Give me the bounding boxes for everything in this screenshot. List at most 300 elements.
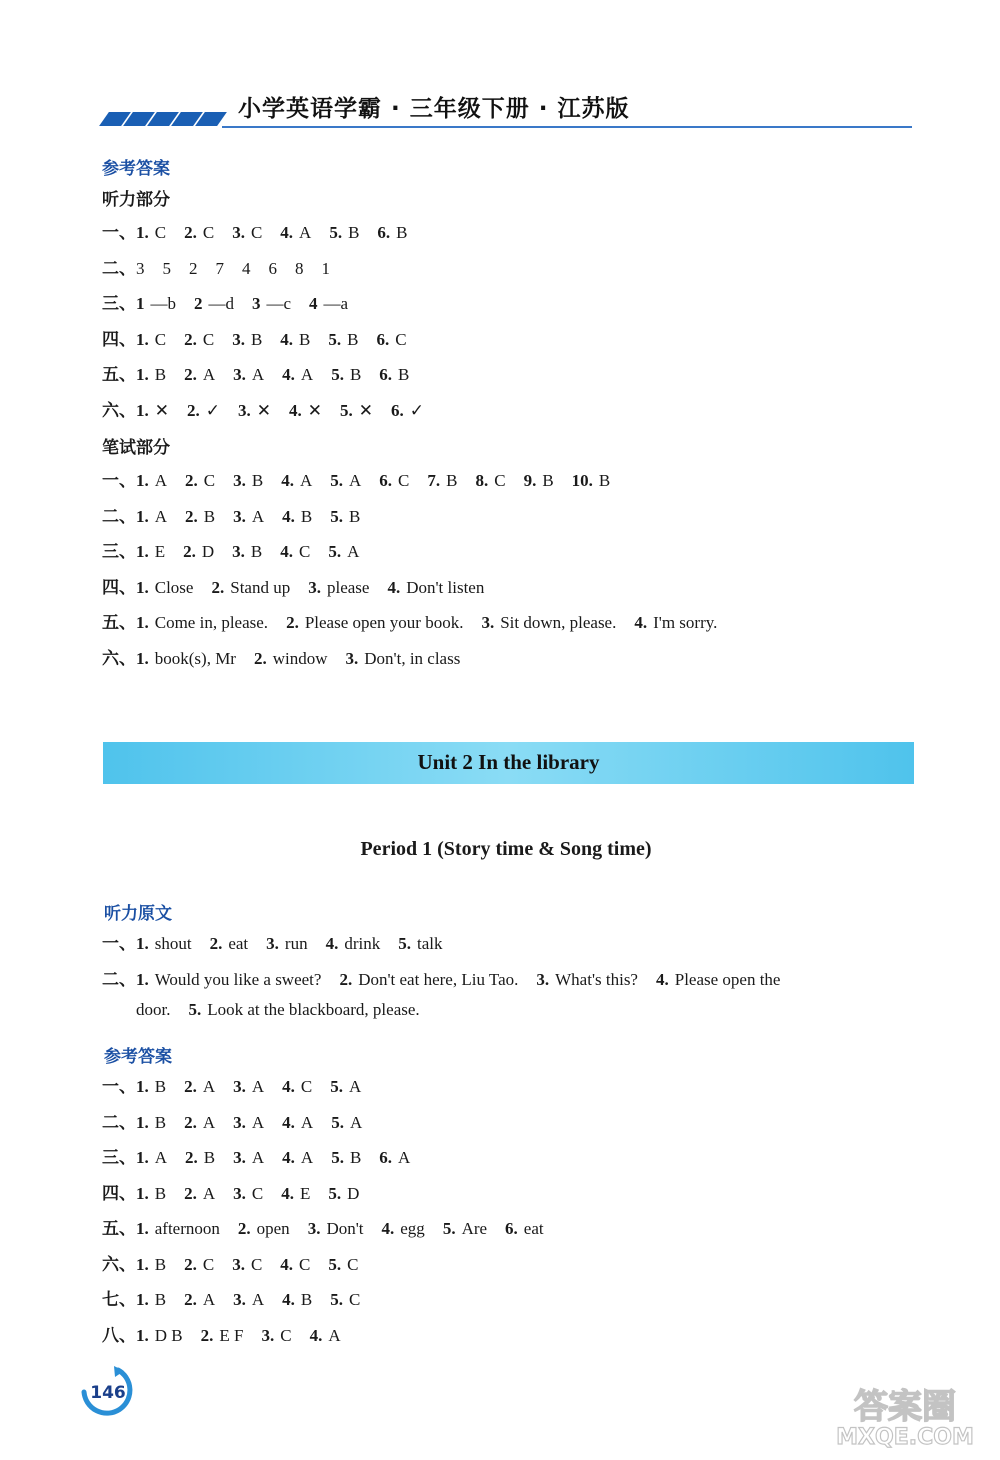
item-answer: 4: [242, 258, 251, 278]
item-answer: B: [349, 365, 362, 384]
question-prefix: 一、: [102, 1077, 136, 1097]
item-answer: A: [202, 1077, 216, 1096]
item-answer: book(s), Mr: [154, 648, 236, 668]
item-number: 4.: [282, 1112, 295, 1132]
item-number: 5.: [330, 1077, 343, 1096]
answer-item: [232, 542, 262, 562]
watermark: [820, 1382, 990, 1452]
answer-item: [310, 1326, 341, 1346]
item-number: 6.: [379, 365, 393, 384]
item-answer: open: [256, 1219, 290, 1238]
answer-item: [387, 578, 484, 598]
item-number: 3.: [233, 1290, 246, 1309]
item-number: 4: [309, 294, 318, 313]
item-number: 2: [194, 294, 203, 313]
item-answer: C: [299, 542, 311, 561]
item-answer: B: [154, 1077, 167, 1096]
item-answer: ✓: [205, 400, 220, 420]
answer-item: [331, 365, 361, 385]
item-answer: D: [347, 1183, 360, 1203]
answer-item: [328, 330, 358, 350]
item-number: 4.: [634, 613, 648, 632]
item-answer: ✕: [307, 400, 322, 420]
answer-item: [281, 471, 312, 491]
answer-item: [475, 471, 505, 491]
answer-item: [136, 649, 236, 669]
answer-item: [136, 1077, 166, 1097]
item-number: 3.: [232, 223, 245, 242]
item-number: 4.: [309, 1325, 323, 1345]
item-number: 2.: [185, 471, 198, 490]
answers-label-1: 参考答案: [102, 159, 170, 179]
item-number: 4.: [282, 1077, 295, 1096]
item-number: 5.: [328, 542, 342, 561]
answer-line: [102, 1285, 378, 1310]
item-number: 2.: [184, 1112, 197, 1132]
answer-item: [391, 401, 424, 421]
listening-label: 听力部分: [102, 190, 170, 210]
answer-item: [233, 365, 264, 385]
item-number: 1.: [136, 648, 149, 668]
item-answer: 7: [215, 258, 224, 278]
answer-line: [102, 537, 377, 562]
item-number: 5.: [329, 223, 343, 242]
item-answer: talk: [416, 934, 443, 953]
answer-item: [233, 1148, 264, 1168]
answer-item: [233, 1113, 264, 1133]
item-number: 2.: [211, 577, 225, 597]
item-answer: A: [202, 1183, 216, 1203]
item-number: 2.: [184, 365, 197, 384]
item-number: 5.: [331, 1148, 344, 1167]
answer-item: [254, 649, 328, 669]
item-answer: E F: [219, 1325, 244, 1345]
item-answer: drink: [344, 934, 381, 953]
item-answer: A: [251, 365, 265, 384]
item-answer: C: [250, 1254, 263, 1274]
answer-item: [322, 259, 331, 279]
answer-item: [242, 259, 251, 279]
item-number: 5.: [442, 1219, 456, 1238]
answer-item: [233, 471, 263, 491]
answer-item: [443, 1219, 487, 1239]
answer-item: [280, 223, 311, 243]
answer-item: [326, 934, 381, 954]
item-number: 4.: [280, 1254, 294, 1274]
answer-item: [185, 1148, 215, 1168]
answer-item: [269, 259, 278, 279]
answer-item: [136, 542, 165, 562]
answer-item: [233, 1290, 264, 1310]
item-answer: Don't listen: [406, 577, 485, 597]
item-answer: C: [280, 1325, 292, 1345]
question-prefix: 六、: [102, 400, 136, 421]
item-number: 2.: [184, 1290, 197, 1309]
answer-item: [185, 471, 215, 491]
answer-item: [330, 507, 360, 527]
item-number: 10.: [571, 471, 593, 490]
item-number: 4.: [280, 223, 294, 242]
item-number: 2.: [184, 1254, 197, 1274]
item-answer: Don't eat here, Liu Tao.: [358, 969, 519, 989]
item-number: 4.: [282, 1148, 295, 1167]
item-number: 5.: [331, 1112, 344, 1132]
unit-banner: [103, 742, 914, 784]
answer-item: [232, 223, 262, 243]
item-number: 3.: [232, 1254, 245, 1274]
item-answer: B: [250, 542, 263, 561]
question-prefix: 六、: [102, 648, 136, 669]
item-number: 3.: [536, 969, 550, 989]
answer-item: [136, 934, 192, 954]
answer-item: [398, 934, 442, 954]
answer-line: [102, 1179, 377, 1204]
item-number: 4.: [280, 329, 294, 349]
item-answer: B: [299, 329, 311, 349]
answer-item: [252, 294, 291, 314]
answer-item: [184, 1255, 214, 1275]
item-answer: B: [250, 329, 263, 349]
answer-line: [102, 1214, 562, 1239]
item-answer: 5: [162, 258, 171, 278]
answer-item: [136, 507, 167, 527]
item-answer: C: [202, 1254, 215, 1274]
question-prefix: 四、: [102, 1183, 136, 1204]
answer-item: [136, 401, 169, 421]
answer-item: [524, 471, 554, 491]
answer-item: [379, 1148, 410, 1168]
item-answer: C: [398, 471, 410, 490]
item-answer: A: [299, 471, 313, 490]
item-number: 1.: [136, 613, 149, 632]
item-answer: A: [202, 365, 216, 384]
answer-item: [233, 1184, 263, 1204]
item-answer: —b: [150, 294, 176, 313]
answer-item: [238, 1219, 290, 1239]
answer-line: [102, 929, 460, 954]
item-number: 1.: [136, 329, 149, 349]
answer-item: [266, 934, 307, 954]
item-number: 4.: [281, 1183, 294, 1203]
item-answer: 8: [295, 258, 304, 278]
item-number: 2.: [200, 1325, 214, 1345]
answer-item: [136, 223, 166, 243]
answer-item: [184, 1077, 215, 1097]
item-answer: A: [398, 1148, 411, 1167]
answer-item: [136, 1148, 167, 1168]
item-number: 6.: [376, 329, 390, 349]
svg-text:答案圈: 答案圈: [854, 1387, 956, 1427]
answer-item: [189, 259, 198, 279]
item-number: 3.: [233, 471, 246, 490]
item-answer: C: [250, 223, 263, 242]
answer-item: [536, 970, 638, 990]
item-number: 5.: [328, 1183, 342, 1203]
item-answer: B: [348, 223, 360, 242]
answer-item: [188, 1000, 419, 1020]
item-answer: A: [202, 1112, 216, 1132]
answer-item: [308, 578, 369, 598]
item-number: 3.: [307, 1219, 321, 1238]
answer-line: [136, 1000, 438, 1020]
answer-item: [184, 1113, 215, 1133]
page-number: 146: [90, 1383, 126, 1403]
item-number: 4.: [282, 506, 295, 526]
item-number: 1.: [136, 1290, 149, 1309]
answer-line: [102, 1143, 428, 1168]
answer-item: [261, 1326, 291, 1346]
item-number: 1.: [136, 506, 149, 526]
item-answer: door.: [136, 1000, 171, 1019]
item-number: 4.: [325, 934, 339, 953]
answer-item: [330, 471, 361, 491]
item-answer: please: [326, 577, 370, 597]
item-answer: C: [202, 329, 215, 349]
item-number: 1.: [136, 1325, 149, 1345]
unit-title: Unit 2 In the library: [417, 750, 600, 774]
item-answer: ✓: [409, 400, 424, 420]
item-number: 4.: [281, 471, 294, 490]
item-answer: 1: [321, 258, 330, 278]
answer-item: [136, 1290, 166, 1310]
item-answer: B: [598, 471, 611, 490]
answer-item: [136, 1255, 166, 1275]
question-prefix: 七、: [102, 1290, 136, 1310]
answer-item: [136, 1113, 166, 1133]
item-answer: Stand up: [230, 577, 291, 597]
item-number: 5.: [328, 1254, 342, 1274]
item-answer: —d: [208, 294, 234, 313]
answer-line: [102, 1108, 380, 1133]
item-number: 3.: [232, 542, 245, 561]
answer-item: [232, 1255, 262, 1275]
item-answer: B: [154, 1290, 167, 1309]
answer-item: [346, 649, 461, 669]
item-number: 6.: [505, 1219, 518, 1238]
item-answer: B: [300, 506, 313, 526]
question-prefix: 二、: [102, 258, 136, 279]
answer-item: [136, 970, 321, 990]
answer-item: [136, 578, 193, 598]
item-answer: Sit down, please.: [500, 613, 617, 632]
item-answer: E: [299, 1183, 311, 1203]
item-number: 3.: [233, 1148, 246, 1167]
item-answer: Are: [461, 1219, 488, 1238]
answer-item: [308, 1219, 364, 1239]
item-answer: B: [154, 1112, 167, 1132]
item-number: 1.: [136, 1077, 149, 1096]
item-answer: C: [251, 1183, 264, 1203]
item-number: 4.: [282, 1290, 295, 1309]
answer-item: [184, 1290, 215, 1310]
item-answer: C: [347, 1254, 359, 1274]
item-answer: A: [349, 471, 362, 490]
answer-item: [210, 934, 249, 954]
item-answer: A: [300, 1112, 314, 1132]
item-answer: B: [446, 471, 458, 490]
question-prefix: 二、: [102, 969, 136, 990]
item-answer: What's this?: [555, 969, 638, 989]
item-number: 2.: [184, 1183, 197, 1203]
page-header: [100, 90, 912, 135]
item-answer: window: [272, 648, 328, 668]
answer-item: [328, 1255, 358, 1275]
answer-line: [102, 502, 378, 527]
item-answer: eat: [228, 934, 249, 953]
item-answer: Please open the: [674, 969, 781, 989]
answer-item: [481, 613, 616, 633]
svg-text:MXQE.COM: MXQE.COM: [836, 1425, 974, 1450]
item-answer: A: [349, 1112, 363, 1132]
item-answer: A: [347, 542, 360, 561]
answer-line: [102, 289, 366, 314]
item-answer: A: [299, 223, 312, 242]
item-number: 9.: [523, 471, 537, 490]
item-number: 4.: [282, 365, 295, 384]
answer-item: [330, 1290, 360, 1310]
answer-item: [136, 259, 145, 279]
answer-item: [382, 1219, 425, 1239]
item-answer: ✕: [154, 400, 169, 420]
answer-item: [216, 259, 225, 279]
period-title: Period 1 (Story time & Song time): [360, 838, 652, 860]
answer-item: [377, 223, 407, 243]
item-number: 3.: [233, 1183, 246, 1203]
item-answer: B: [154, 1183, 167, 1203]
answer-item: [201, 1326, 244, 1346]
item-answer: Look at the blackboard, please.: [207, 1000, 420, 1019]
question-prefix: 一、: [102, 934, 136, 954]
question-prefix: 一、: [102, 471, 136, 491]
item-number: 3.: [233, 365, 246, 384]
item-number: 4.: [655, 969, 669, 989]
answer-item: [136, 1219, 220, 1239]
item-answer: B: [154, 365, 167, 384]
answer-item: [295, 259, 304, 279]
answer-item: [282, 1113, 313, 1133]
answer-line: [102, 1250, 376, 1275]
item-answer: Come in, please.: [154, 613, 269, 632]
answer-item: [136, 330, 166, 350]
transcript-label: 听力原文: [104, 904, 172, 924]
item-number: 1.: [136, 1183, 149, 1203]
answer-item: [183, 542, 214, 562]
item-number: 1.: [136, 365, 149, 384]
item-number: 2.: [187, 400, 200, 420]
watermark-logo-icon: [820, 1382, 990, 1452]
item-number: 5.: [330, 471, 343, 490]
item-number: 1: [136, 294, 145, 313]
item-answer: B: [203, 1148, 216, 1167]
question-prefix: 二、: [102, 1112, 136, 1133]
item-number: 4.: [280, 542, 294, 561]
item-answer: B: [396, 223, 408, 242]
item-number: 5.: [330, 506, 343, 526]
item-number: 3.: [233, 506, 246, 526]
answer-line: [102, 1321, 359, 1346]
item-number: 2.: [184, 223, 197, 242]
item-number: 5.: [328, 329, 342, 349]
answer-line: [102, 608, 735, 633]
item-number: 2.: [237, 1219, 251, 1238]
item-answer: C: [494, 471, 506, 490]
answer-item: [211, 578, 290, 598]
item-number: 3: [252, 294, 261, 313]
item-answer: E: [154, 542, 166, 561]
header-rule: [222, 126, 912, 128]
item-answer: ✕: [256, 400, 271, 420]
item-number: 5.: [340, 400, 353, 420]
item-answer: B: [251, 471, 264, 490]
answer-item: [427, 471, 457, 491]
item-number: 2.: [183, 542, 196, 561]
item-answer: shout: [154, 934, 192, 953]
item-number: 4.: [289, 400, 302, 420]
item-answer: A: [300, 365, 314, 384]
item-number: 7.: [427, 471, 441, 490]
question-prefix: 八、: [102, 1325, 136, 1346]
item-number: 5.: [330, 1290, 343, 1309]
question-prefix: 五、: [102, 365, 136, 385]
item-number: 1.: [136, 1219, 149, 1238]
answer-line: [102, 466, 628, 491]
item-answer: A: [349, 1077, 362, 1096]
item-answer: 6: [268, 258, 277, 278]
answer-line: [102, 254, 348, 279]
question-prefix: 四、: [102, 577, 136, 598]
question-prefix: 五、: [102, 613, 136, 633]
item-answer: C: [395, 329, 407, 349]
answer-item: [136, 613, 268, 633]
answer-line: [102, 644, 478, 669]
item-answer: A: [300, 1148, 314, 1167]
answer-item: [329, 223, 359, 243]
item-number: 3.: [233, 1112, 246, 1132]
answer-item: [331, 1113, 362, 1133]
item-answer: Would you like a sweet?: [154, 969, 322, 989]
question-prefix: 五、: [102, 1219, 136, 1239]
item-number: 1.: [136, 223, 149, 242]
item-number: 1.: [136, 400, 149, 420]
item-answer: —c: [266, 294, 292, 313]
answer-item: [136, 1184, 166, 1204]
item-answer: B: [347, 329, 359, 349]
item-answer: B: [398, 365, 410, 384]
page-number-badge: [78, 1362, 136, 1420]
answer-item: [232, 330, 262, 350]
answer-item: [187, 401, 220, 421]
answer-item: [136, 1000, 170, 1020]
answer-item: [379, 365, 409, 385]
item-answer: B: [349, 506, 361, 526]
item-number: 2.: [339, 969, 353, 989]
item-number: 2.: [184, 1077, 197, 1096]
answer-item: [282, 1077, 312, 1097]
answer-item: [330, 1077, 361, 1097]
item-number: 6.: [377, 223, 391, 242]
item-answer: Don't, in class: [364, 648, 461, 668]
item-number: 4.: [381, 1219, 395, 1238]
item-answer: B: [542, 471, 554, 490]
item-number: 2.: [185, 1148, 198, 1167]
item-answer: C: [349, 1290, 361, 1309]
answer-line: [102, 573, 502, 598]
answer-line: [102, 218, 426, 243]
item-number: 5.: [188, 1000, 202, 1019]
answer-item: [233, 507, 264, 527]
item-number: 1.: [136, 934, 149, 953]
answer-item: [136, 294, 176, 314]
